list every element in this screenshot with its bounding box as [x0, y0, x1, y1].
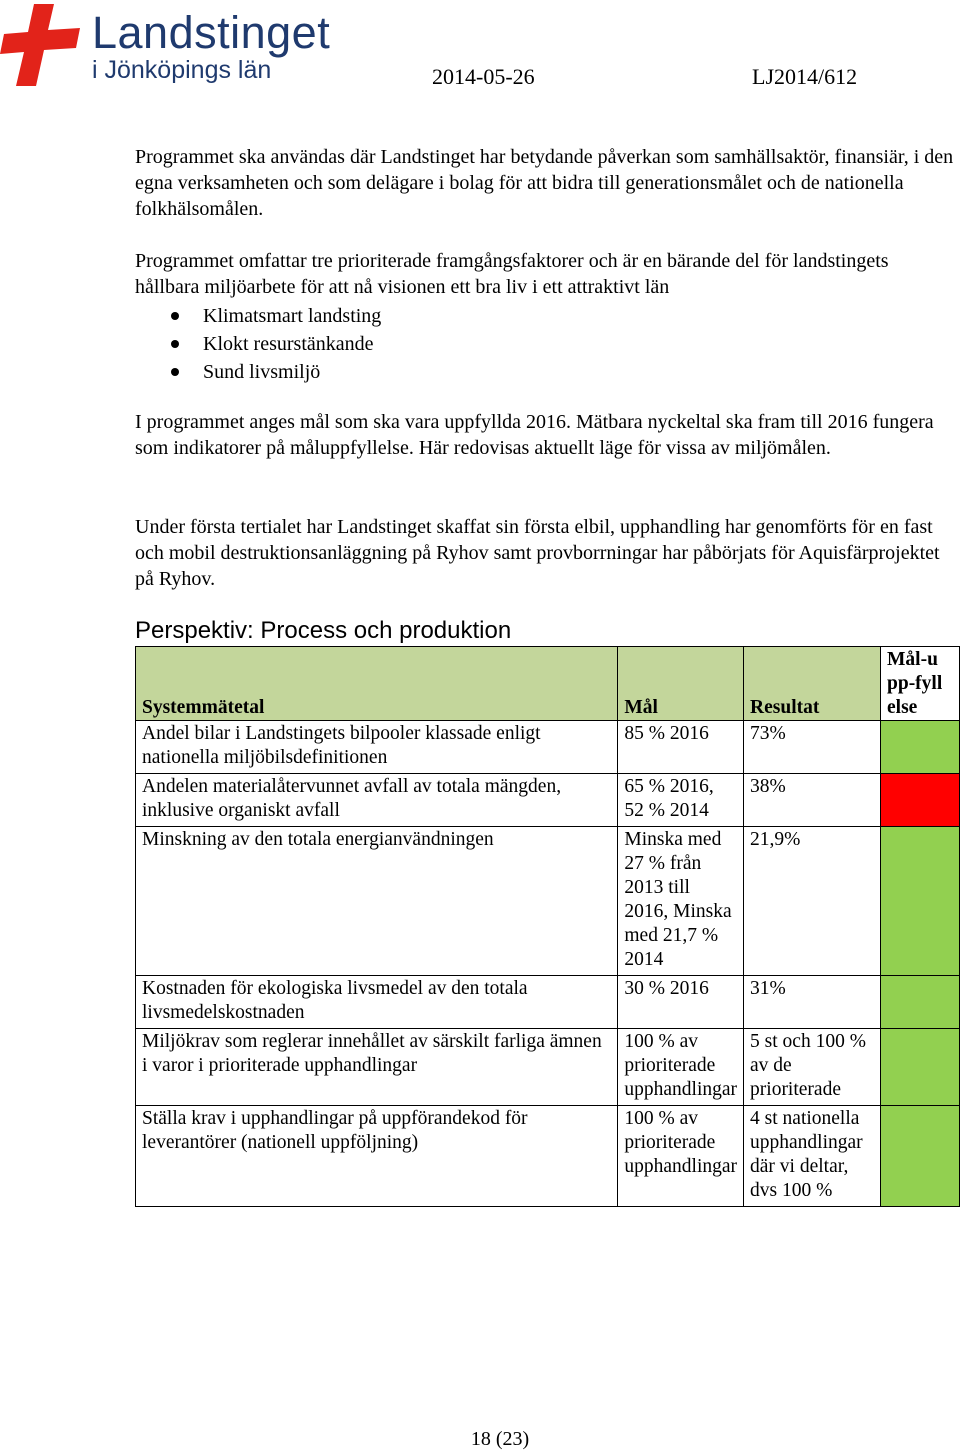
result-cell: 31% [744, 976, 881, 1029]
fulfilment-header-text: Mål-upp-fyllelse [887, 649, 943, 718]
result-cell: 21,9% [744, 827, 881, 976]
column-header-fulfilment [881, 647, 960, 721]
column-header-result: Resultat [744, 647, 881, 721]
landstinget-cross-icon [0, 0, 90, 90]
result-cell: 4 st nationella upphandlingar där vi deltar, dvs 100 % [744, 1106, 881, 1207]
measure-cell: Ställa krav i upphandlingar på uppförandekod för leverantörer (nationell uppföljning) [136, 1106, 618, 1207]
logo-subtitle: i Jönköpings län [92, 56, 272, 84]
fulfilment-status-cell [881, 827, 960, 976]
column-header-goal: Mål [618, 647, 744, 721]
goal-cell: 85 % 2016 [618, 721, 744, 774]
goal-cell: 100 % av prioriterade upphandlingar [618, 1106, 744, 1207]
fulfilment-status-cell [881, 976, 960, 1029]
goal-cell: 100 % av prioriterade upphandlingar [618, 1029, 744, 1106]
column-header-measure: Systemmätetal [136, 647, 618, 721]
result-cell: 73% [744, 721, 881, 774]
measure-cell: Andel bilar i Landstingets bilpooler klassade enligt nationella miljöbilsdefinitionen [136, 721, 618, 774]
table-row [136, 774, 960, 827]
table-row [136, 976, 960, 1029]
measure-cell: Kostnaden för ekologiska livsmedel av den totala livsmedelskostnaden [136, 976, 618, 1029]
fulfilment-status-cell [881, 1106, 960, 1207]
paragraph-program-use: Programmet ska användas där Landstinget har betydande påverkan som samhällsaktör, finansiär, i den egna verksamheten och som delägare i bolag för att bidra till generationsmålet och de nationella folkhälsomålen. [135, 146, 954, 220]
table-row [136, 827, 960, 976]
goal-cell: Minska med 27 % från 2013 till 2016, Minska med 21,7 % 2014 [618, 827, 744, 976]
table-row [136, 1106, 960, 1207]
paragraph-tertial: Under första tertialet har Landstinget skaffat sin första elbil, upphandling har genomförts för en fast och mobil destruktionsanläggning på Ryhov samt provborrningar har påbörjats för Aquisfärprojektet på Ryhov. [135, 516, 940, 590]
result-cell: 38% [744, 774, 881, 827]
measure-cell: Andelen materialåtervunnet avfall av totala mängden, inklusive organiskt avfall [136, 774, 618, 827]
logo-title: Landstinget [92, 7, 331, 58]
fulfilment-status-cell [881, 774, 960, 827]
measure-cell: Miljökrav som reglerar innehållet av särskilt farliga ämnen i varor i prioriterade upphandlingar [136, 1029, 618, 1106]
table-header-row [136, 647, 960, 721]
goal-cell: 65 % 2016, 52 % 2014 [618, 774, 744, 827]
paragraph-program-scope: Programmet omfattar tre prioriterade framgångsfaktorer och är en bärande del för landstingets hållbara miljöarbete för att nå visionen ett bra liv i ett attraktivt län [135, 250, 889, 298]
success-factors-list [135, 302, 381, 386]
table-row [136, 721, 960, 774]
fulfilment-status-cell [881, 1029, 960, 1106]
list-item: Klimatsmart landsting [135, 302, 381, 330]
goal-cell: 30 % 2016 [618, 976, 744, 1029]
page-number: 18 (23) [470, 1428, 530, 1450]
kpi-table [135, 646, 960, 1207]
document-reference: LJ2014/612 [752, 64, 858, 89]
fulfilment-status-cell [881, 721, 960, 774]
logo [0, 0, 360, 90]
paragraph-goals: I programmet anges mål som ska vara uppfyllda 2016. Mätbara nyckeltal ska fram till 2016 fungera som indikatorer på måluppfyllelse. Här redovisas aktuellt läge för vissa av miljömålen. [135, 411, 934, 459]
list-item: Klokt resurstänkande [135, 330, 381, 358]
measure-cell: Minskning av den totala energianvändningen [136, 827, 618, 976]
section-title: Perspektiv: Process och produktion [135, 617, 512, 644]
table-row [136, 1029, 960, 1106]
document-date: 2014-05-26 [432, 64, 535, 89]
result-cell: 5 st och 100 % av de prioriterade [744, 1029, 881, 1106]
list-item: Sund livsmiljö [135, 358, 381, 386]
